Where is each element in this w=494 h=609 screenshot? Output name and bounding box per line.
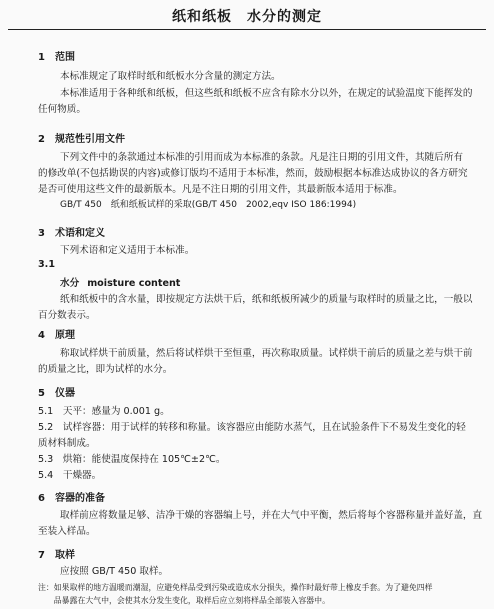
apparatus-item: 5.3 烘箱：能使温度保持在 105℃±2℃。 xyxy=(38,454,226,465)
apparatus-item: 5.1 天平：感量为 0.001 g。 xyxy=(38,406,170,417)
paragraph-line: 的质量之比，即为试样的水分。 xyxy=(38,364,173,375)
paragraph-line: 是否可使用这些文件的最新版本。凡是不注日期的引用文件，其最新版本适用于标准。 xyxy=(38,184,403,195)
section-heading-scope: 1 范围 xyxy=(38,52,75,63)
title-underline xyxy=(8,29,486,30)
term-number: 3.1 xyxy=(38,259,55,270)
term-english: moisture content xyxy=(87,278,181,289)
note-line: 注：如果取样的地方温暖而潮湿，应避免样品受到污染或造成水分损失，操作时最好带上橡皮手套。为了避免四样 xyxy=(38,583,433,592)
paragraph-line: 称取试样烘干前质量，然后将试样烘干至恒重，再次称取质量。试样烘干前后的质量之差与烘干前 xyxy=(60,348,473,359)
section-heading-sampling: 7 取样 xyxy=(38,550,75,561)
paragraph-line: 下列文件中的条款通过本标准的引用而成为本标准的条款。凡是注日期的引用文件，其随后所有 xyxy=(60,152,463,163)
apparatus-item: 5.2 试样容器：用于试样的转移和称量。该容器应由能防水蒸气，且在试验条件下不易发生变化的轻 xyxy=(38,422,466,433)
reference-line: GB/T 450 纸和纸板试样的采取(GB/T 450 2002,eqv ISO 186:1994) xyxy=(60,200,357,210)
section-heading-principle: 4 原理 xyxy=(38,330,75,341)
term-title xyxy=(60,275,180,289)
paragraph-line: 百分数表示。 xyxy=(38,310,96,321)
document-title: 纸和纸板 水分的测定 xyxy=(172,9,322,25)
section-heading-terms: 3 术语和定义 xyxy=(38,228,105,239)
section-heading-apparatus: 5 仪器 xyxy=(38,388,75,399)
paragraph-line: 纸和纸板中的含水量，即按规定方法烘干后，纸和纸板所减少的质量与取样时的质量之比，一般以 xyxy=(60,294,473,305)
paragraph-line: 任何物质。 xyxy=(38,104,86,115)
paragraph-line: 取样前应将数量足够、洁净干燥的容器编上号，并在大气中平衡，然后将每个容器称量并盖好盖，直 xyxy=(60,510,483,521)
paragraph-line: 应按照 GB/T 450 取样。 xyxy=(60,566,169,577)
paragraph-line: 下列术语和定义适用于本标准。 xyxy=(60,245,195,256)
apparatus-item: 5.4 干燥器。 xyxy=(38,470,102,481)
section-heading-references: 2 规范性引用文件 xyxy=(38,134,125,145)
paragraph-line: 本标准规定了取样时纸和纸板水分含量的测定方法。 xyxy=(60,71,281,82)
paragraph-line: 至装入样品。 xyxy=(38,526,96,537)
term-chinese: 水分 xyxy=(60,278,80,289)
section-heading-container-prep: 6 容器的准备 xyxy=(38,493,105,504)
note-line: 品暴露在大气中，会使其水分发生变化，取样后应立刻将样品全部装入容器中。 xyxy=(38,596,330,605)
paragraph-line: 本标准适用于各种纸和纸板，但这些纸和纸板不应含有除水分以外，在规定的试验温度下能挥发的 xyxy=(60,88,473,99)
paragraph-line: 的修改单(不包括勘误的内容)或修订版均不适用于本标准，然而，鼓励根据本标准达成协议的各方研究 xyxy=(38,168,468,179)
apparatus-item: 质材料制成。 xyxy=(38,438,96,449)
